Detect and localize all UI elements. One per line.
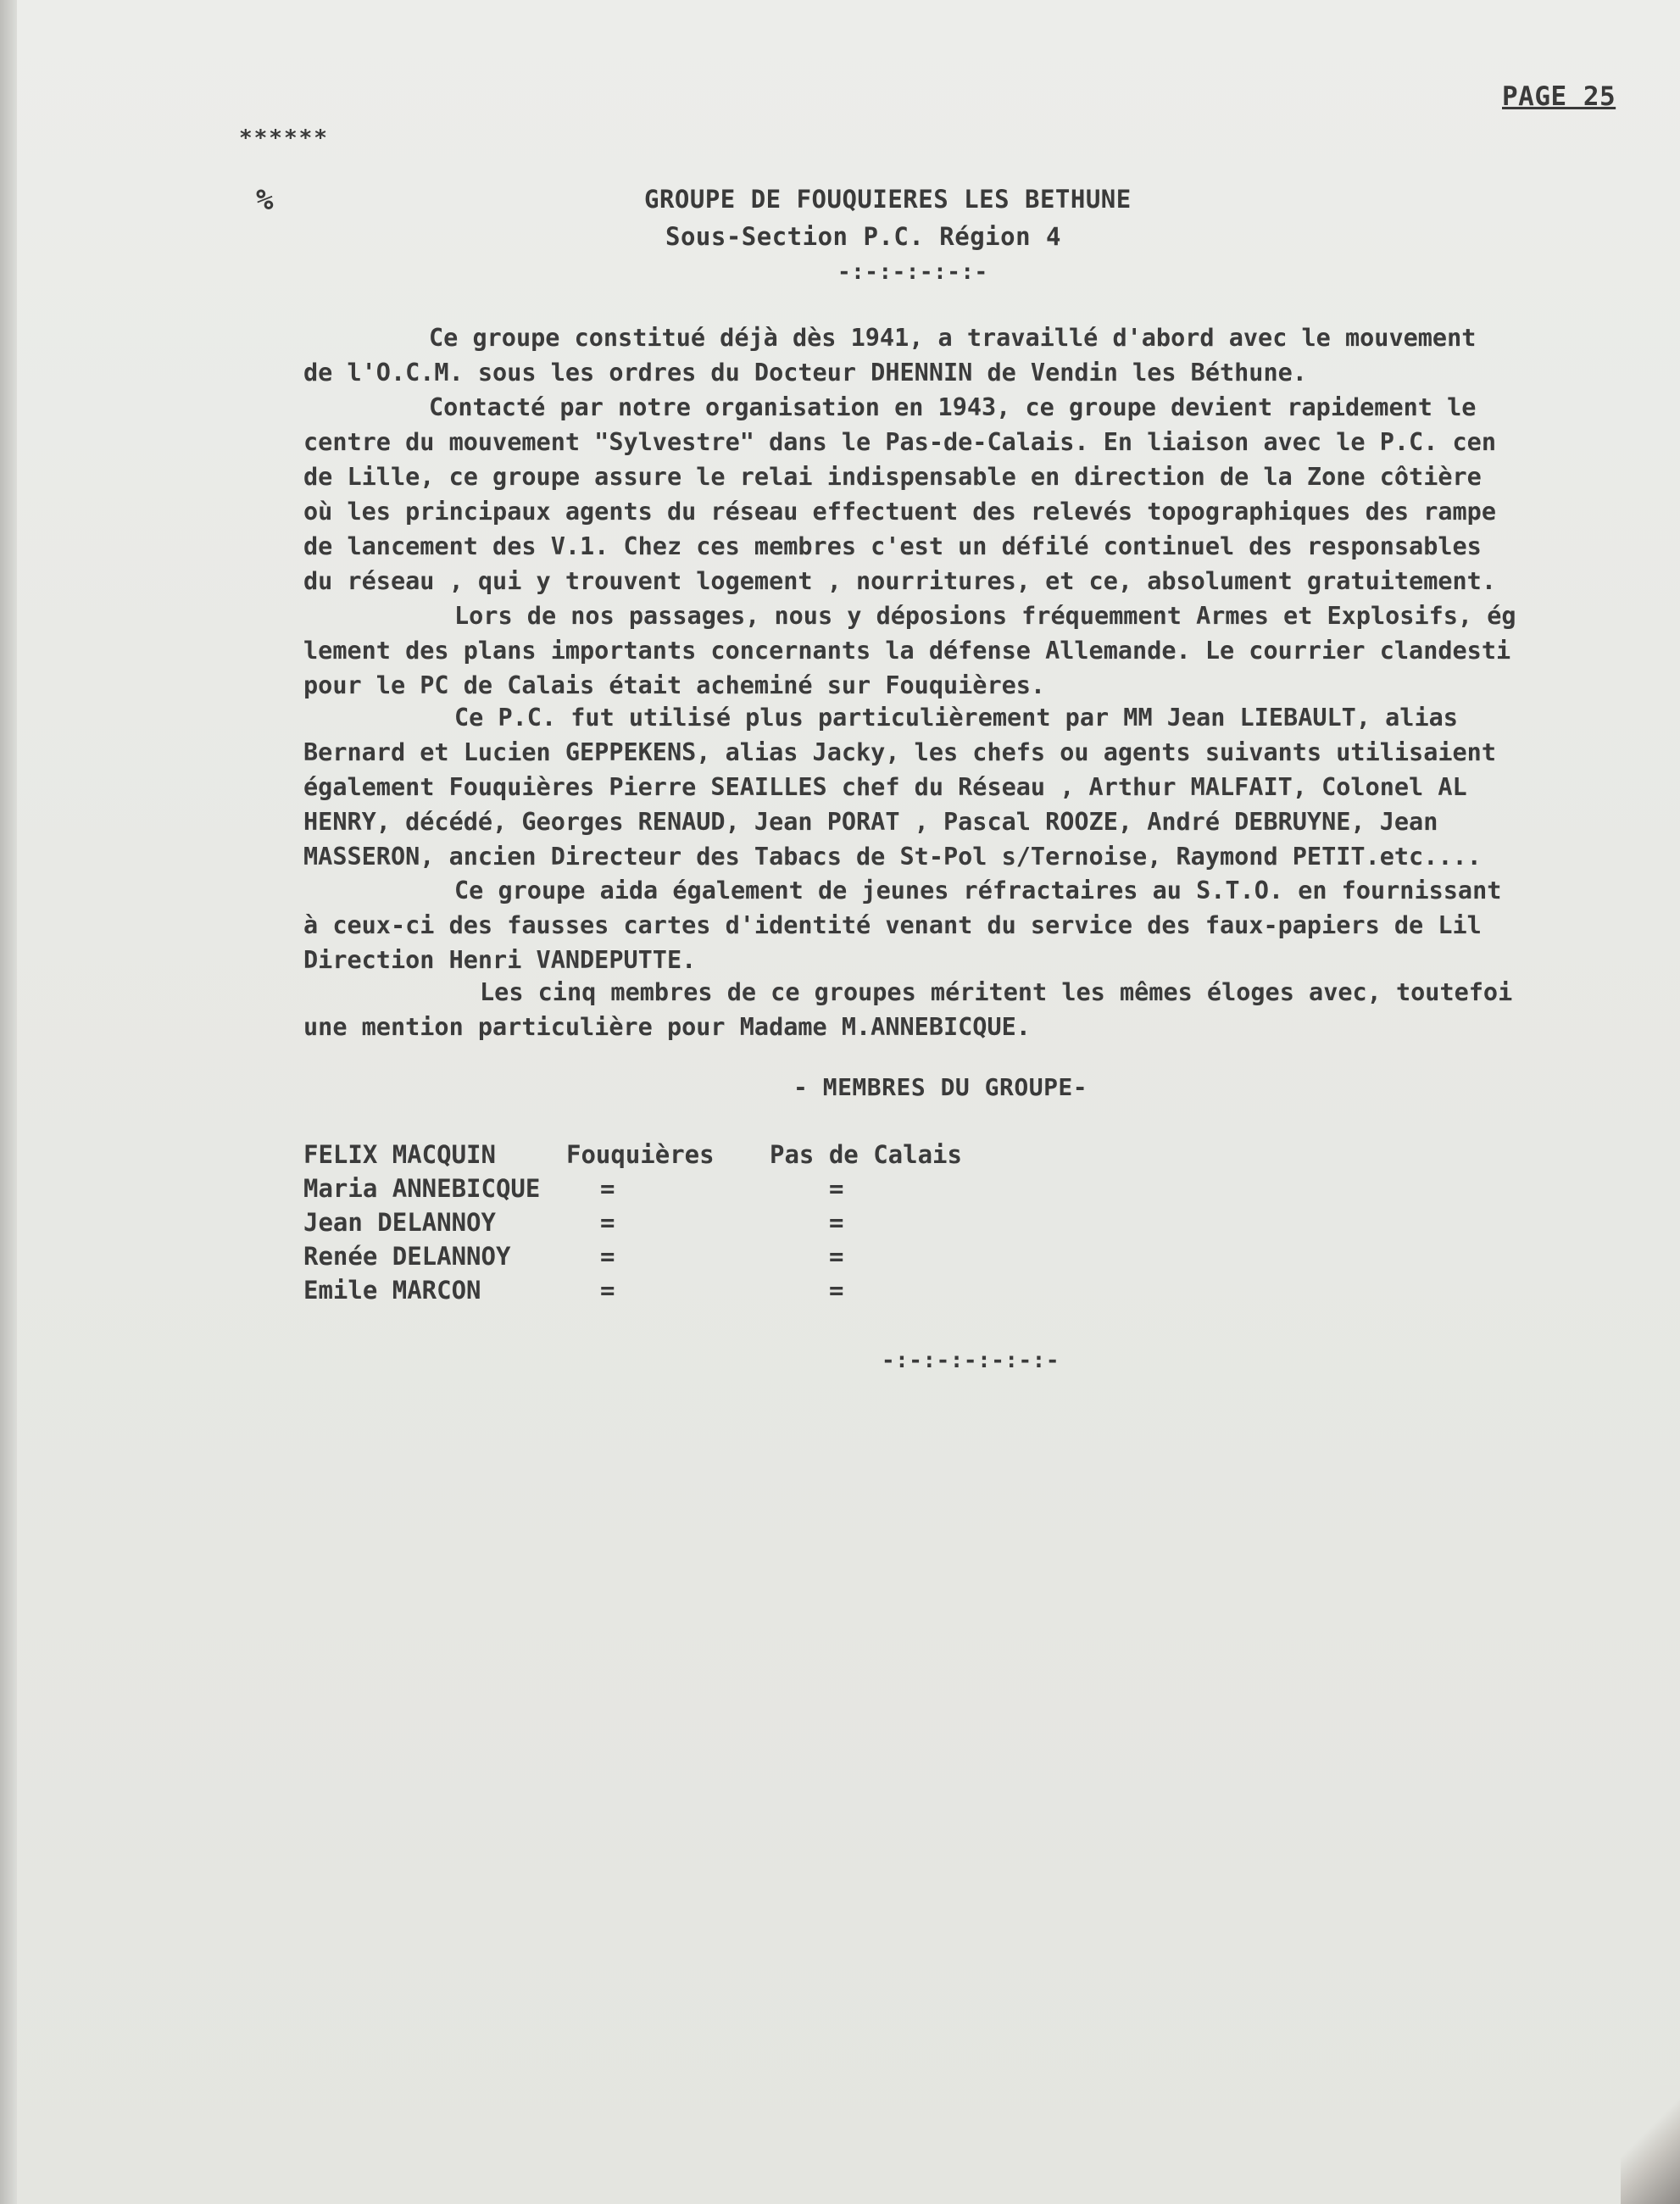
folded-corner bbox=[1621, 2085, 1680, 2204]
member-place: = bbox=[600, 1174, 615, 1203]
document-page bbox=[17, 0, 1680, 2204]
top-marks: ****** bbox=[239, 125, 329, 151]
members-heading: - MEMBRES DU GROUPE- bbox=[793, 1073, 1088, 1101]
member-row bbox=[303, 1138, 962, 1172]
paragraph-4: Ce P.C. fut utilisé plus particulièrement par MM Jean LIEBAULT, alias Bernard et Lucien GEPPEKENS, alias Jacky, les chefs ou agents suivants utilisaient également Fouquières Pierre SEAILLES chef du Réseau , Arthur MALFAIT, Colonel AL HENRY, décédé, Georges RENAUD, Jean PORAT , Pascal ROOZE, André DEBRUYNE, Jean MASSERON, ancien Directeur des Tabacs de St-Pol s/Ternoise, Raymond PETIT.etc.... bbox=[303, 704, 1496, 871]
margin-mark: % bbox=[256, 183, 274, 217]
member-row bbox=[303, 1239, 962, 1273]
member-place: = bbox=[600, 1276, 615, 1305]
member-place: = bbox=[600, 1208, 615, 1237]
paragraph-5: Ce groupe aida également de jeunes réfractaires au S.T.O. en fournissant à ceux-ci des fausses cartes d'identité venant du service des faux-papiers de Lil Direction Henri VANDEPUTTE. bbox=[303, 877, 1502, 974]
members-list bbox=[303, 1138, 962, 1307]
member-place: = bbox=[600, 1242, 615, 1271]
member-dept: = bbox=[829, 1276, 844, 1305]
member-name: FELIX MACQUIN bbox=[303, 1140, 496, 1169]
member-name: Maria ANNEBICQUE bbox=[303, 1174, 541, 1203]
paragraph-1: Ce groupe constitué déjà dès 1941, a travaillé d'abord avec le mouvement de l'O.C.M. sous les ordres du Docteur DHENNIN de Vendin les Béthune. bbox=[303, 324, 1477, 387]
paragraph-2: Contacté par notre organisation en 1943, ce groupe devient rapidement le centre du mouvement "Sylvestre" dans le Pas-de-Calais. En liaison avec le P.C. cen de Lille, ce groupe assure le relai indispensable en direction de la Zone côtière où les principaux agents du réseau effectuent des relevés topographiques des rampe de lancement des V.1. Chez ces membres c'est un défilé continuel des responsables du réseau , qui y trouvent logement , nourritures, et ce, absolument gratuitement. bbox=[303, 393, 1496, 595]
divider-top: -:-:-:-:-:- bbox=[837, 259, 988, 285]
paragraph-6: Les cinq membres de ce groupes méritent les mêmes éloges avec, toutefoi une mention particulière pour Madame M.ANNEBICQUE. bbox=[303, 978, 1513, 1041]
member-dept: = bbox=[829, 1242, 844, 1271]
member-name: Renée DELANNOY bbox=[303, 1242, 511, 1271]
member-row bbox=[303, 1172, 962, 1205]
page-number: PAGE 25 bbox=[1502, 81, 1616, 112]
divider-bottom: -:-:-:-:-:-:- bbox=[882, 1348, 1060, 1373]
member-dept: = bbox=[829, 1208, 844, 1237]
member-place: Fouquières bbox=[566, 1140, 715, 1169]
member-row bbox=[303, 1205, 962, 1239]
member-dept: = bbox=[829, 1174, 844, 1203]
member-dept: Pas de Calais bbox=[770, 1140, 962, 1169]
member-name: Jean DELANNOY bbox=[303, 1208, 496, 1237]
scan-left-edge bbox=[0, 0, 17, 2204]
member-name: Emile MARCON bbox=[303, 1276, 481, 1305]
document-subtitle: Sous-Section P.C. Région 4 bbox=[665, 222, 1061, 251]
paragraph-3: Lors de nos passages, nous y déposions fréquemment Armes et Explosifs, ég lement des plans importants concernants la défense Allemande. Le courrier clandesti pour le PC de Calais était acheminé sur Fouquières. bbox=[303, 602, 1516, 699]
member-row bbox=[303, 1273, 962, 1307]
document-title: GROUPE DE FOUQUIERES LES BETHUNE bbox=[644, 185, 1132, 214]
